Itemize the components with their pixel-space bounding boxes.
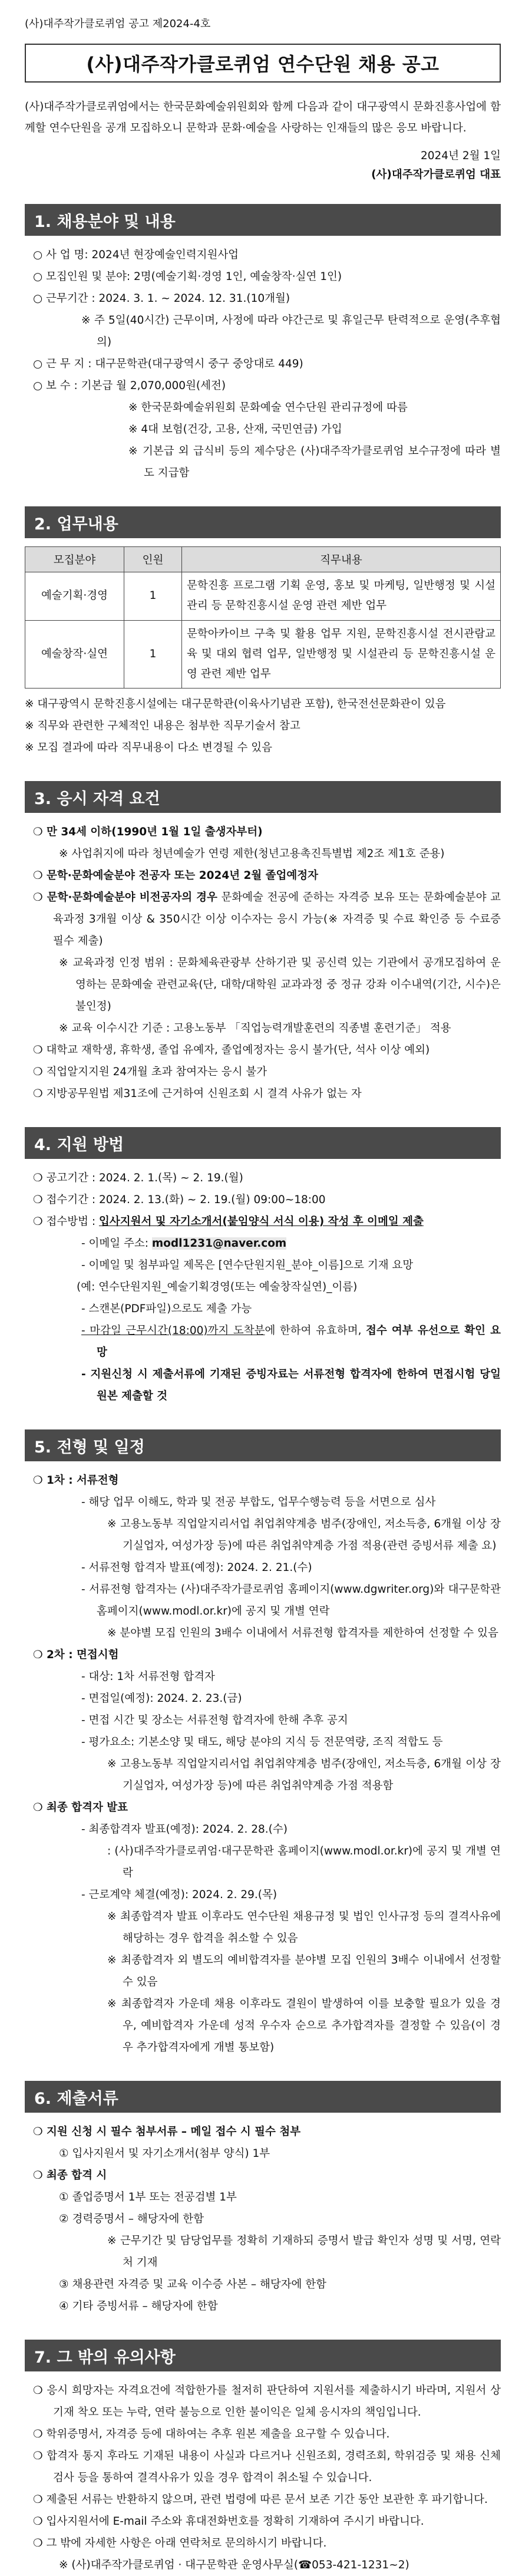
list-item: - 서류전형 합격자 발표(예정): 2024. 2. 21.(수) bbox=[81, 1562, 312, 1574]
list-item-text: 문화예술 전공에 준하는 자격증 보유 또는 문화예술분야 교육과정 3개월 이상 & 350시간 이상 이수자는 응시 가능(※ 자격증 및 수료 확인증 등 수료증 필수 제출) bbox=[53, 891, 501, 948]
signature: (사)대주작가클로퀴엄 대표 bbox=[371, 169, 501, 182]
list-item-lead: - 이메일 주소: bbox=[81, 1237, 152, 1250]
list-item: ❍ 그 밖에 자세한 사항은 아래 연락처로 문의하시기 바랍니다. bbox=[33, 2537, 327, 2550]
section-title: 7. 그 밖의 유의사항 bbox=[25, 2340, 501, 2371]
list-item: ❍ 공고기간 : 2024. 2. 1.(목) ~ 2. 19.(월) bbox=[33, 1172, 243, 1185]
list-item: ❍ 문학·문화예술분야 전공자 또는 2024년 2월 졸업예정자 bbox=[33, 869, 319, 882]
list-item: ❍ 최종 합격자 발표 bbox=[33, 1801, 128, 1814]
list-item bbox=[33, 887, 501, 952]
section-eligibility bbox=[25, 781, 501, 1105]
list-item-text: 입사지원서 및 자기소개서(붙임양식 서식 이용) 작성 후 이메일 제출 bbox=[98, 1215, 424, 1228]
table-row bbox=[25, 620, 501, 689]
deadline-text: - 마감일 근무시간(18:00)까지 도착분 bbox=[81, 1325, 265, 1338]
list-note: ※ 사업취지에 따라 청년예술가 연령 제한(청년고용촉진특별법 제2조 제1호 준용) bbox=[59, 848, 445, 861]
list-item-lead: ❍ 문학·문화예술분야 비전공자의 경우 bbox=[33, 891, 217, 904]
list-item: ❍ 직업알지지원 24개월 초과 참여자는 응시 불가 bbox=[33, 1066, 267, 1079]
list-note: ※ 주 5일(40시간) 근무이며, 사정에 따라 야간근로 및 휴일근무 탄력적으로 운영(추후협의) bbox=[81, 314, 501, 349]
list-item: - 서류전형 합격자는 (사)대주작가클로퀴엄 홈페이지(www.dgwriter.org)와 대구문학관 홈페이지(www.modl.or.kr)에 공지 및 개별 연락 bbox=[81, 1583, 501, 1618]
list-item: ❍ 학위증명서, 자격증 등에 대하여는 추후 원본 제출을 요구할 수 있습니다. bbox=[33, 2428, 390, 2441]
list-note: ※ 최종합격자 외 별도의 예비합격자를 분야별 모집 인원의 3배수 이내에서 선정할 수 있음 bbox=[107, 1954, 501, 1989]
list-item: ❍ 만 34세 이하(1990년 1월 1일 출생자부터) bbox=[33, 826, 263, 839]
duty-table bbox=[25, 546, 501, 689]
list-item: ❍ 입사지원서에 E-mail 주소와 휴대전화번호를 정확히 기재하여 주시기 바랍니다. bbox=[33, 2515, 424, 2528]
list-item: ❍ 응시 희망자는 자격요건에 적합한가를 철저히 판단하여 지원서를 제출하시기 바라며, 지원서 상 기재 착오 또는 누락, 연락 불능으로 인한 불이익은 일체 응시자의 책임입니다. bbox=[33, 2384, 501, 2419]
list-item bbox=[81, 1320, 501, 1363]
list-item: - 면접 시간 및 장소는 서류전형 합격자에 한해 추후 공지 bbox=[81, 1714, 348, 1727]
list-note: ※ 교육과정 인정 범위 : 문화체육관광부 산하기관 및 공신력 있는 기관에서 공개모집하여 운영하는 문화예술 관련교육(단, 대학/대학원 교과과정 중 정규 강좌 이수내역(기간, 시수)은 불인정) bbox=[59, 957, 501, 1013]
list-item bbox=[81, 1233, 501, 1254]
list-note: ※ 교육 이수시간 기준 : 고용노동부 「직업능력개발훈련의 직종별 훈련기준」 적용 bbox=[59, 1022, 451, 1035]
list-item: ④ 기타 증빙서류 – 해당자에 한함 bbox=[59, 2300, 218, 2313]
list-item: - 스캔본(PDF파일)으로도 제출 가능 bbox=[81, 1303, 252, 1316]
section-documents bbox=[25, 2081, 501, 2317]
list-item: ○ 보 수 : 기본급 월 2,070,000원(세전) bbox=[33, 380, 226, 393]
list-item: - 지원신청 시 제출서류에 기재된 증빙자료는 서류전형 합격자에 한하여 면접시험 당일 원본 제출할 것 bbox=[81, 1368, 501, 1403]
list-note: ※ 고용노동부 직업알지리서업 취업취약계층 범주(장애인, 저소득층, 6개월 이상 장기실업자, 여성가장 등)에 따른 취업취약계층 가점 적용(관련 증빙서류 제출 요) bbox=[107, 1518, 501, 1553]
list-item: - 대상: 1차 서류전형 합격자 bbox=[81, 1671, 215, 1684]
email-link[interactable]: modl1231@naver.com bbox=[151, 1237, 287, 1250]
section-application bbox=[25, 1127, 501, 1407]
section-title: 4. 지원 방법 bbox=[25, 1127, 501, 1159]
list-item: ❍ 대학교 재학생, 휴학생, 졸업 유예자, 졸업예정자는 응시 불가(단, 석사 이상 예외) bbox=[33, 1044, 430, 1057]
list-note: ※ 한국문화예술위원회 문화예술 연수단원 관리규정에 따름 bbox=[128, 401, 408, 414]
list-item: ○ 사 업 명: 2024년 현장예술인력지원사업 bbox=[33, 249, 239, 262]
table-cell: 예술기획·경영 bbox=[25, 572, 124, 620]
list-item: ❍ 2차 : 면접시험 bbox=[33, 1649, 119, 1662]
list-item: ○ 근 무 지 : 대구문학관(대구광역시 중구 중앙대로 449) bbox=[33, 358, 303, 371]
list-note: ※ 4대 보험(건강, 고용, 산재, 국민연금) 가입 bbox=[128, 423, 342, 436]
list-item: ❍ 지원 신청 시 필수 첨부서류 – 메일 접수 시 필수 첨부 bbox=[33, 2126, 301, 2139]
list-item: ❍ 제출된 서류는 반환하지 않으며, 관련 법령에 따른 문서 보존 기간 동안 보관한 후 파기합니다. bbox=[33, 2493, 488, 2506]
list-item: ○ 모집인원 및 분야: 2명(예술기획·경영 1인, 예술창작·실연 1인) bbox=[33, 271, 342, 284]
list-note: ※ 근무기간 및 담당업무를 정확히 기재하되 증명서 발급 확인자 성명 및 서명, 연락처 기재 bbox=[107, 2235, 501, 2269]
table-note: ※ 모집 결과에 따라 직무내용이 다소 변경될 수 있음 bbox=[25, 742, 272, 755]
list-item: - 이메일 및 첨부파일 제목은 [연수단원지원_분야_이름]으로 기재 요망 bbox=[81, 1259, 414, 1272]
table-cell: 1 bbox=[124, 620, 182, 689]
list-item: - 해당 업무 이해도, 학과 및 전공 부합도, 업무수행능력 등을 서면으로 심사 bbox=[81, 1496, 436, 1509]
list-item: - 평가요소: 기본소양 및 태도, 해당 분야의 지식 등 전문역량, 조직 적합도 등 bbox=[81, 1736, 443, 1749]
list-item: ❍ 최종 합격 시 bbox=[33, 2169, 107, 2182]
notice-date: 2024년 2월 1일 bbox=[421, 150, 501, 163]
list-item: ❍ 합격자 통지 후라도 기재된 내용이 사실과 다르거나 신원조회, 경력조회, 학위검증 및 채용 신체검사 등을 통하여 결격사유가 있을 경우 합격이 취소될 수 있습니다. bbox=[33, 2450, 501, 2485]
list-item: ③ 채용관련 자격증 및 교육 이수증 사본 – 해당자에 한함 bbox=[59, 2278, 327, 2291]
section-title: 1. 채용분야 및 내용 bbox=[25, 204, 501, 236]
list-item-text: 에 한하여 유효하며, bbox=[265, 1325, 366, 1338]
section-notes bbox=[25, 2340, 501, 2576]
list-item bbox=[33, 1211, 501, 1233]
list-note: ※ 최종합격자 발표 이후라도 연수단원 채용규정 및 법인 인사규정 등의 결격사유에 해당하는 경우 합격을 취소할 수 있음 bbox=[107, 1910, 501, 1945]
section-schedule bbox=[25, 1429, 501, 2058]
table-note: ※ 대구광역시 문학진흥시설에는 대구문학관(이육사기념관 포함), 한국전선문화관이 있음 bbox=[25, 698, 446, 711]
list-item: - 면접일(예정): 2024. 2. 23.(금) bbox=[81, 1692, 242, 1705]
table-header: 직무내용 bbox=[182, 547, 501, 572]
list-note: ※ 기본급 외 급식비 등의 제수당은 (사)대주작가클로퀴엄 보수규정에 따라 별도 지급함 bbox=[128, 445, 501, 480]
table-cell: 1 bbox=[124, 572, 182, 620]
table-note: ※ 직무와 관련한 구체적인 내용은 첨부한 직무기술서 참고 bbox=[25, 720, 300, 733]
confirm-text: 접수 여부 유선으로 확인 요망 bbox=[97, 1325, 501, 1359]
list-item: ❍ 지방공무원법 제31조에 근거하여 신원조회 시 결격 사유가 없는 자 bbox=[33, 1088, 362, 1101]
table-header: 인원 bbox=[124, 547, 182, 572]
notice-number: (사)대주작가클로퀴엄 공고 제2024-4호 bbox=[25, 18, 211, 30]
list-item: ① 졸업증명서 1부 또는 전공검별 1부 bbox=[59, 2191, 237, 2204]
section-title: 6. 제출서류 bbox=[25, 2081, 501, 2113]
list-item: ② 경력증명서 – 해당자에 한함 bbox=[59, 2213, 204, 2226]
list-item: - 근로계약 체결(예정): 2024. 2. 29.(목) bbox=[81, 1889, 277, 1902]
intro-text: (사)대주작가클로퀴엄에서는 한국문화예술위원회와 함께 다음과 같이 대구광역시 문화진흥사업에 함께할 연수단원을 공개 모집하오니 문학과 문화·예술을 사랑하는 인재들의 많은 응모 바랍니다. bbox=[25, 101, 501, 135]
list-item: ❍ 1차 : 서류전형 bbox=[33, 1474, 119, 1487]
contact-note: ※ (사)대주작가클로퀴엄 · 대구문학관 운영사무실(☎053-421-1231~2) bbox=[59, 2559, 409, 2572]
list-item: - 최종합격자 발표(예정): 2024. 2. 28.(수) bbox=[81, 1823, 288, 1836]
table-header: 모집분야 bbox=[25, 547, 124, 572]
list-note: ※ 분야별 모집 인원의 3배수 이내에서 서류전형 합격자를 제한하여 선정할 수 있음 bbox=[107, 1627, 498, 1640]
list-item: (예: 연수단원지원_예술기획경영(또는 예술창작실연)_이름) bbox=[77, 1281, 358, 1294]
list-item: ① 입사지원서 및 자기소개서(첨부 양식) 1부 bbox=[59, 2147, 270, 2160]
list-item-lead: ❍ 접수방법 : bbox=[33, 1215, 99, 1228]
table-cell: 문학진흥 프로그램 기획 운영, 홍보 및 마케팅, 일반행정 및 시설관리 등 문학진흥시설 운영 관련 제반 업무 bbox=[182, 572, 501, 620]
list-note: ※ 최종합격자 가운데 채용 이후라도 결원이 발생하여 이를 보충할 필요가 있을 경우, 예비합격자 가운데 성적 우수자 순으로 추가합격자를 결정할 수 있음(이 경우 추가합격자에게 개별 통보함) bbox=[107, 1998, 501, 2054]
section-title: 3. 응시 자격 요건 bbox=[25, 781, 501, 813]
section-duties bbox=[25, 506, 501, 759]
table-row bbox=[25, 572, 501, 620]
page-title: (사)대주작가클로퀴엄 연수단원 채용 공고 bbox=[25, 44, 501, 83]
list-item: ❍ 접수기간 : 2024. 2. 13.(화) ~ 2. 19.(월) 09:00~18:00 bbox=[33, 1194, 326, 1207]
list-note: ※ 고용노동부 직업알지리서업 취업취약계층 범주(장애인, 저소득층, 6개월 이상 장기실업자, 여성가장 등)에 따른 취업취약계층 가점 적용함 bbox=[107, 1758, 501, 1793]
section-recruitment bbox=[25, 204, 501, 484]
list-item: ○ 근무기간 : 2024. 3. 1. ~ 2024. 12. 31.(10개월) bbox=[33, 292, 290, 305]
section-title: 5. 전형 및 일정 bbox=[25, 1429, 501, 1461]
list-item: : (사)대주작가클로퀴엄·대구문학관 홈페이지(www.modl.or.kr)에 공지 및 개별 연락 bbox=[107, 1845, 501, 1880]
table-cell: 문학아카이브 구축 및 활용 업무 지원, 문학진흥시설 전시관람교육 및 대외 협력 업무, 일반행정 및 시설관리 등 문학진흥시설 운영 관련 제반 업무 bbox=[182, 620, 501, 689]
table-cell: 예술창작·실연 bbox=[25, 620, 124, 689]
section-title: 2. 업무내용 bbox=[25, 506, 501, 538]
